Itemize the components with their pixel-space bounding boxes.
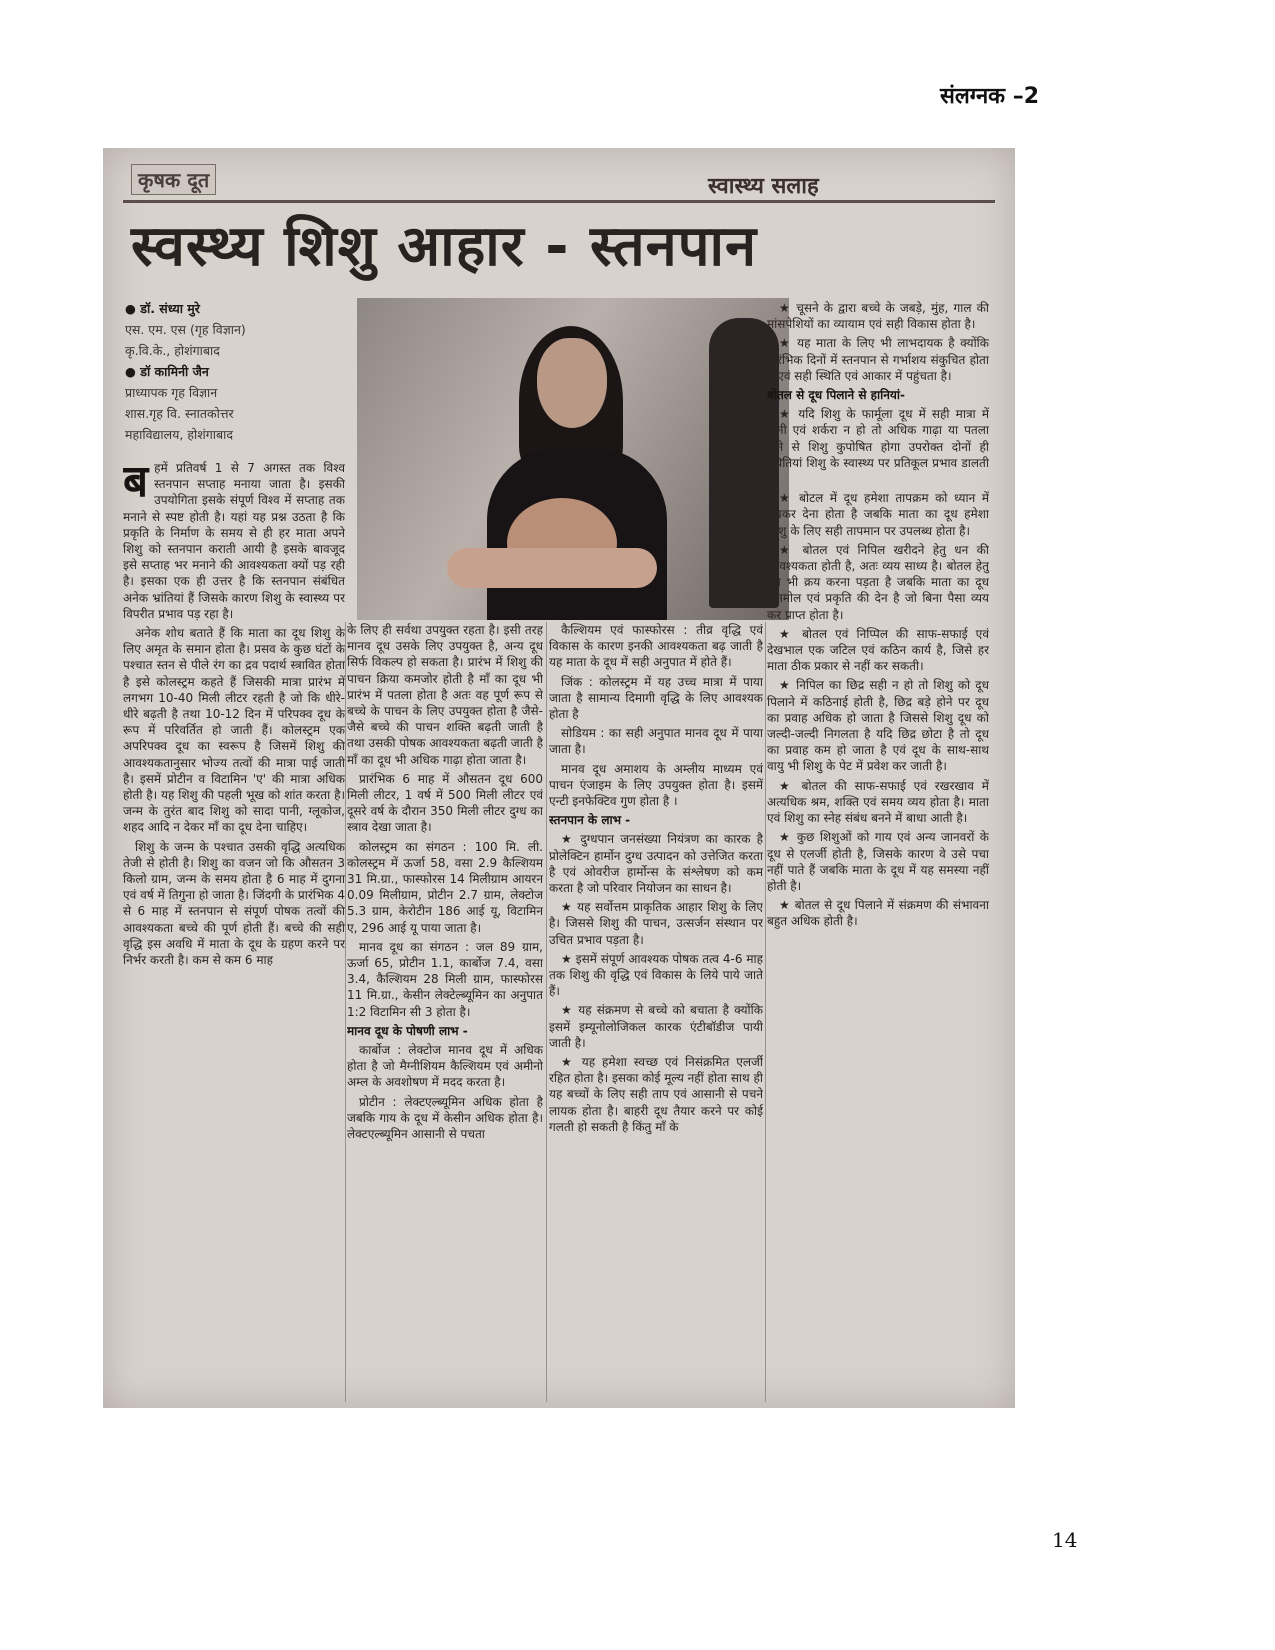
article-column-3 [549,622,763,1402]
paragraph: ★ यह माता के लिए भी लाभदायक है क्योंकि प्रारंभिक दिनों में स्तनपान से गर्भाशय संकुचित होता है एवं सही स्थिति एवं आकार में पहुंचता है। [767,336,989,383]
paragraph: शिशु के जन्म के पश्चात उसकी वृद्धि अत्यधिक तेजी से होती है। शिशु का वजन जो कि औसतन 3 किलो ग्राम, जन्म के समय होता है 6 माह में दुगना एवं वर्ष में तिगुना हो जाता है। जिंदगी के प्रारंभिक 4 से 6 माह में स्तनपान से संपूर्ण पोषक तत्वों की आवश्यकता बच्चे की पूर्ण होती हैं। बच्चे की सही वृद्धि इस अवधि में माता के दूध के ग्रहण करने पर निर्भर करती है। कम से कम 6 माह [123,839,345,968]
article-column-2 [347,622,543,1402]
paragraph: ★ यदि शिशु के फार्मूला दूध में सही मात्रा में पानी एवं शर्करा न हो तो अधिक गाढ़ा या पतला होने से शिशु कुपोषित होगा उपरोक्त दोनों ही स्थितियां शिशु के स्वास्थ्य पर प्रतिकूल प्रभाव डालती है। [767,407,989,487]
author-name-1: ● डॉ. संध्या मुरे [125,298,345,319]
paragraph: कार्बोज : लेक्टोज मानव दूध में अधिक होता है जो मैग्नीशियम कैल्शियम एवं अमीनो अम्ल के अवशोषण में मदद करता है। [347,1043,543,1090]
column-divider [765,622,766,1402]
paragraph: ★ बोटल में दूध हमेशा तापक्रम को ध्यान में रखकर देना होता है जबकि माता का दूध हमेशा शिशु के लिए सही तापमान पर उपलब्ध होता है। [767,491,989,538]
paragraph: ★ बोतल एवं निप्पिल की साफ-सफाई एवं देखभाल एक जटिल एवं कठिन कार्य है, जिसे हर माता ठीक प्रकार से नहीं कर सकती। [767,626,989,674]
paragraph: ★ बोतल की साफ-सफाई एवं रखरखाव में अत्यधिक श्रम, शक्ति एवं समय व्यय होता है। माता एवं शिशु का स्नेह संबंध बनने में बाधा आती है। [767,778,989,826]
paragraph: मानव दूध का संगठन : जल 89 ग्राम, ऊर्जा 65, प्रोटीन 1.1, कार्बोज 7.4, वसा 3.4, कैल्शियम 28 मिली ग्राम, फास्फोरस 11 मि.ग्रा., केसीन लेक्टेल्ब्यूमिन का अनुपात 1:2 विटामिन सी 3 होता है। [347,939,543,1019]
newspaper-clipping [103,148,1015,1408]
paragraph: ★ चूसने के द्वारा बच्चे के जबड़े, मुंह, गाल की मांसपेशियों का व्यायाम एवं सही विकास होता है। [767,301,989,332]
column-divider [546,622,547,1402]
paragraph: ★ कुछ शिशुओं को गाय एवं अन्य जानवरों के दूध से एलर्जी होती है, जिसके कारण वे उसे पचा नहीं पाते हैं जबकि माता के दूध में यह समस्या नहीं होती है। [767,830,989,893]
masthead-logo: कृषक दूत [131,164,216,195]
author-detail: शास.गृह वि. स्नातकोत्तर [125,406,234,421]
subheading: मानव दूध के पोषणी लाभ - [347,1023,468,1038]
drop-cap: ब [123,460,149,507]
paragraph: ★ बोतल से दूध पिलाने में संक्रमण की संभावना बहुत अधिक होती है। [767,898,989,929]
paragraph: ★ यह संक्रमण से बच्चे को बचाता है क्योंकि इसमें इम्यूनोलोजिकल कारक एंटीबॉडीज पायी जाती है। [549,1003,763,1050]
paragraph: ★ दुग्धपान जनसंख्या नियंत्रण का कारक है प्रोलेक्टिन हार्मोन दुग्ध उत्पादन को उत्तेजित करता है एवं ओवरीज हार्मोन्स के संश्लेषण को कम करता है जो परिवार नियोजन का साधन है। [549,832,763,896]
author-detail: महाविद्यालय, होशंगाबाद [125,427,233,442]
paragraph: प्रारंभिक 6 माह में औसतन दूध 600 मिली लीटर, 1 वर्ष में 500 मिली लीटर एवं दूसरे वर्ष के दौरान 350 मिली लीटर दुग्ध का स्त्राव देखा जाता है। [347,771,543,835]
author-detail: कृ.वि.के., होशंगाबाद [125,343,220,358]
breastfeeding-photo [357,298,789,620]
subheading: स्तनपान के लाभ - [549,813,631,828]
header-rule [123,200,995,203]
paragraph: कोलस्ट्रम का संगठन : 100 मि. ली. कोलस्ट्रम में ऊर्जा 58, वसा 2.9 कैल्शियम 31 मि.ग्रा., फास्फोरस 14 मिलीग्राम आयरन 0.09 मिलीग्राम, प्रोटीन 2.7 ग्राम, लेक्टोज 5.3 ग्राम, केरोटीन 186 आई यू, विटामिन ए, 296 आई यू पाया जाता है। [347,839,543,935]
paragraph: ★ यह सर्वोत्तम प्राकृतिक आहार शिशु के लिए है। जिससे शिशु की पाचन, उत्सर्जन संस्थान पर उचित प्रभाव पड़ता है। [549,900,763,947]
article-column-1 [123,460,345,1400]
paragraph: सोडियम : का सही अनुपात मानव दूध में पाया जाता है। [549,726,763,757]
column-divider [345,622,346,1402]
photo-arm [447,548,657,588]
paragraph: हमें प्रतिवर्ष 1 से 7 अगस्त तक विश्व स्तनपान सप्ताह मनाया जाता है। इसकी उपयोगिता इसके संपूर्ण विश्व में सप्ताह तक मनाने से स्पष्ट होती है। यहां यह प्रश्न उठता है कि प्रकृति के निर्माण के समय से ही हर माता अपने शिशु को स्तनपान कराती आयी है इसके बावजूद इसे सप्ताह भर मनाने की आवश्यकता क्यों पड़ रही है। इसका एक ही उत्तर है कि स्तनपान संबंधित अनेक भ्रांतियां हैं जिसके कारण शिशु के स्वास्थ्य पर विपरीत प्रभाव पड़ रहा है। [123,461,345,621]
paragraph: के लिए ही सर्वथा उपयुक्त रहता है। इसी तरह मानव दूध उसके लिए उपयुक्त है, अन्य दूध सिर्फ विकल्प हो सकता है। प्रारंभ में शिशु की पाचन क्रिया कमजोर होती है माँ का दूध भी प्रारंभ में पतला होता है अतः वह पूर्ण रूप से बच्चे के पाचन के लिए उपयुक्त होता है जैसे-जैसे बच्चे की पाचन शक्ति बढ़ती जाती है तथा उसकी पोषक आवश्यकता बढ़ती जाती है माँ का दूध भी अधिक गाढ़ा होता जाता है। [347,623,543,767]
section-tag: स्वास्थ्य सलाह [708,174,819,199]
paragraph: कैल्शियम एवं फास्फोरस : तीव्र वृद्धि एवं विकास के कारण इनकी आवश्यकता बढ़ जाती है यह माता के दूध में सही अनुपात में होते हैं। [549,623,763,670]
page-number: 14 [1052,1528,1078,1552]
paragraph: ★ बोतल एवं निपिल खरीदने हेतु धन की आवश्यकता होती है, अतः व्यय साध्य है। बोतल हेतु दूध भी क्रय करना पड़ता है जबकि माता का दूध अनमोल एवं प्रकृति की देन है जो बिना पैसा व्यय कर प्राप्त होता है। [767,542,989,622]
paragraph: जिंक : कोलस्ट्रम में यह उच्च मात्रा में पाया जाता है सामान्य दिमागी वृद्धि के लिए आवश्यक होता है [549,674,763,722]
annex-label: संलग्नक –2 [940,84,1040,109]
paragraph: अनेक शोध बताते हैं कि माता का दूध शिशु के लिए अमृत के समान होता है। प्रसव के कुछ घंटों के पश्चात स्तन से पीले रंग का द्रव पदार्थ स्त्रावित होता है इसे कोलस्ट्रम कहते हैं जिसकी मात्रा प्रारंभ में लगभग 10-40 मिली लीटर रहती है जो कि धीरे-धीरे बढ़ती है तथा 10-12 दिन में परिपक्व दूध के रूप में परिवर्तित हो जाती हैं। कोलस्ट्रम एक अपरिपक्व दूध का स्वरूप है जिसमें शिशु की आवश्यकतानुसार भोज्य तत्वों की मात्रा पाई जाती है। इसमें प्रोटीन व विटामिन 'ए' की मात्रा अधिक होती है। यह शिशु की पहली भूख को शांत करता है। जन्म के तुरंत बाद शिशु को सादा पानी, ग्लूकोज, शहद आदि न देकर माँ का दूध देना चाहिए। [123,626,345,835]
paragraph: प्रोटीन : लेक्टएल्ब्यूमिन अधिक होता है जबकि गाय के दूध में केसीन अधिक होता है। लेक्टएल्ब्यूमिन आसानी से पचता [347,1094,543,1142]
paragraph: ★ इसमें संपूर्ण आवश्यक पोषक तत्व 4-6 माह तक शिशु की वृद्धि एवं विकास के लिये पाये जाते हैं। [549,951,763,999]
author-detail: प्राध्यापक गृह विज्ञान [125,385,218,400]
author-name-2: ● डॉ कामिनी जैन [125,361,345,382]
subheading: बोतल से दूध पिलाने से हानियां- [767,388,905,403]
headline: स्वस्थ्य शिशु आहार - स्तनपान [131,214,758,279]
paragraph: ★ यह हमेशा स्वच्छ एवं निसंक्रमित एलर्जी रहित होता है। इसका कोई मूल्य नहीं होता साथ ही यह बच्चों के लिए सही ताप एवं आसानी से पचने लायक होता है। बाहरी दूध तैयार करने पर कोई गलती हो सकती है किंतु माँ के [549,1055,763,1134]
byline-block [125,298,345,445]
photo-mother-face [537,338,607,428]
article-column-4 [767,300,989,1400]
paragraph: ★ निपिल का छिद्र सही न हो तो शिशु को दूध पिलाने में कठिनाई होती है, छिद्र बड़े होने पर दूध का प्रवाह अधिक हो जाता है जिससे शिशु दूध को जल्दी-जल्दी निगलता है यदि छिद्र छोटा है तो दूध का प्रवाह कम हो जाता है एवं दूध के साथ-साथ वायु भी शिशु के पेट में प्रवेश कर जाती है। [767,678,989,774]
author-detail: एस. एम. एस (गृह विज्ञान) [125,322,246,337]
paragraph: मानव दूध अमाशय के अम्लीय माध्यम एवं पाचन एंजाइम के लिए उपयुक्त होता है। इसमें एन्टी इनफेक्टिव गुण होता है । [549,761,763,809]
